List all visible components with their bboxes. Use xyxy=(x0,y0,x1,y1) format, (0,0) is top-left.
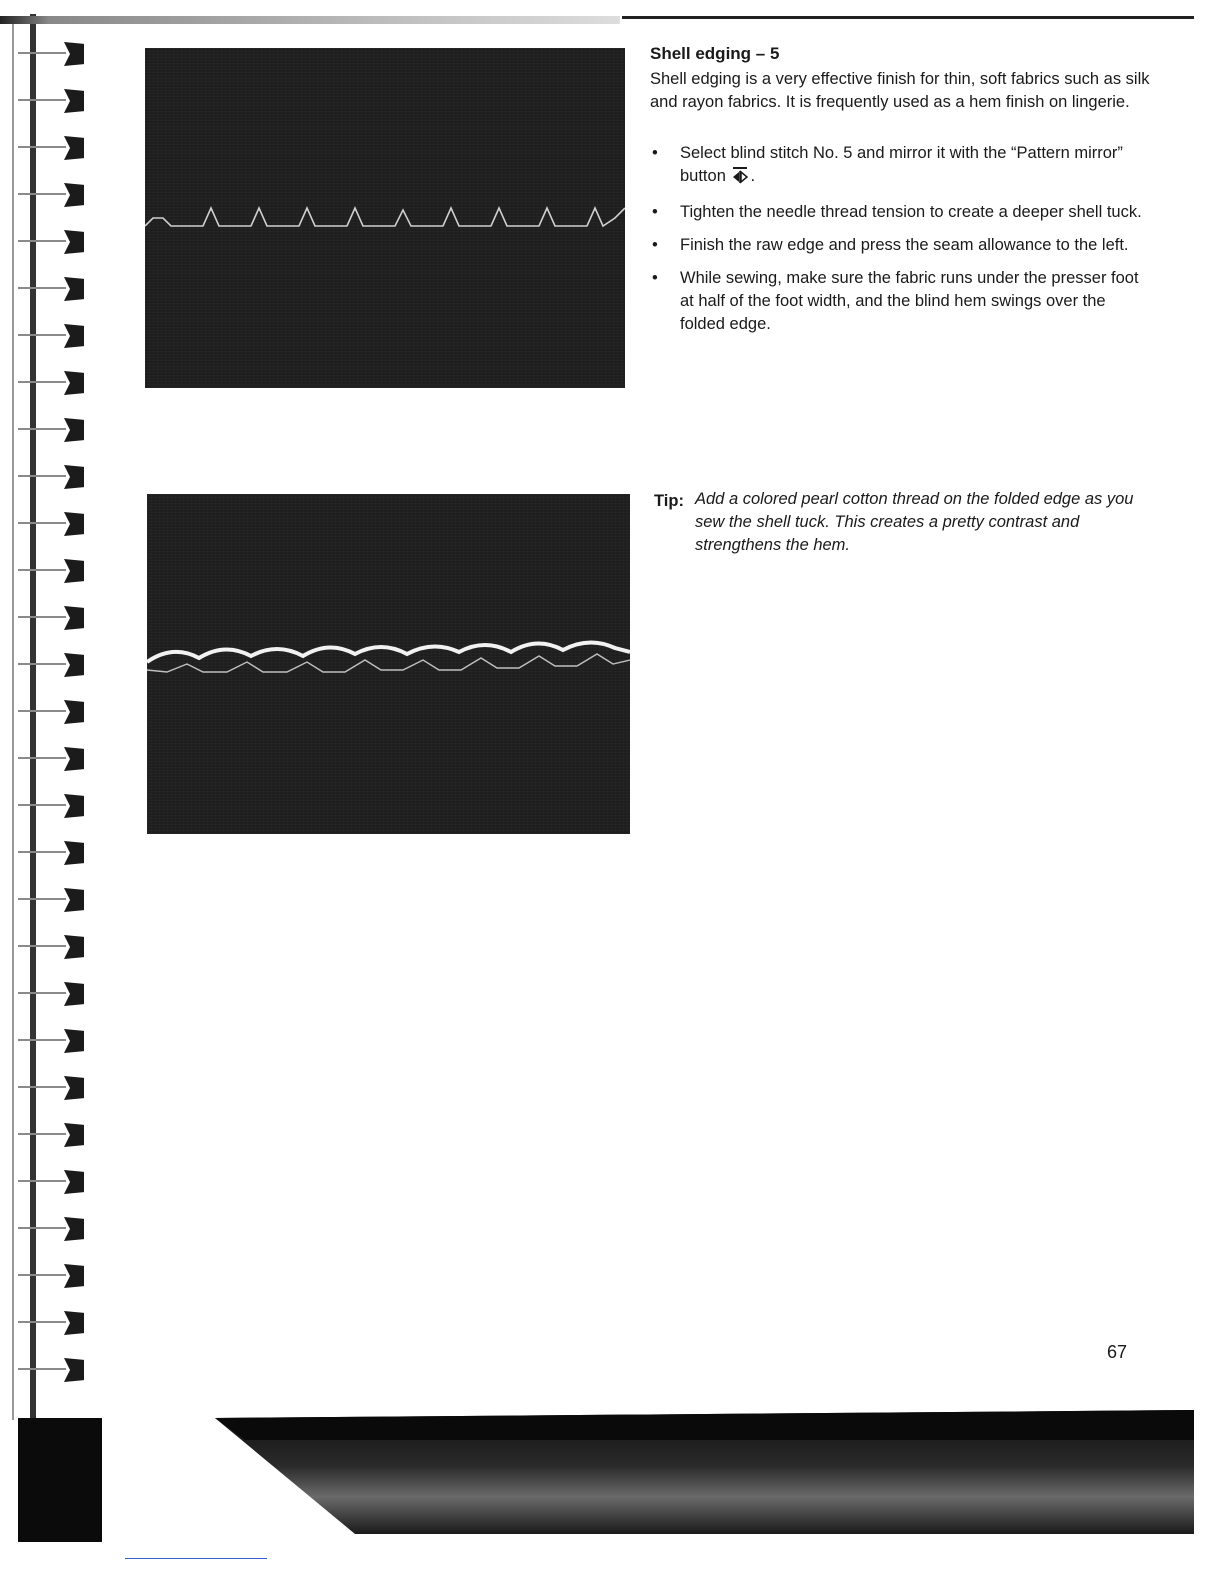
bullet: • xyxy=(652,203,658,221)
binding-coil xyxy=(18,369,88,397)
binding-coil xyxy=(18,980,88,1008)
bottom-link-line xyxy=(125,1558,267,1559)
binding-coil xyxy=(18,1121,88,1149)
shell-edge-line xyxy=(147,494,630,834)
binding-coil xyxy=(18,275,88,303)
binding-coil xyxy=(18,1262,88,1290)
binding-coil xyxy=(18,87,88,115)
bottom-corner-block xyxy=(18,1418,102,1542)
instruction-text: While sewing, make sure the fabric runs under the presser foot at half of the foot width, and the blind hem swings over the folded edge. xyxy=(680,269,1139,333)
tip-label: Tip: xyxy=(654,492,684,510)
bullet: • xyxy=(652,144,658,162)
bottom-bar xyxy=(215,1410,1194,1542)
top-rule-left xyxy=(0,16,620,24)
instruction-text: Finish the raw edge and press the seam allowance to the left. xyxy=(680,236,1129,254)
list-item xyxy=(650,142,1150,191)
binding-coil xyxy=(18,510,88,538)
binding-coil xyxy=(18,181,88,209)
blind-stitch-photo xyxy=(145,48,625,388)
binding-coil xyxy=(18,651,88,679)
binding-coil xyxy=(18,1215,88,1243)
binding-coil xyxy=(18,1309,88,1337)
pattern-mirror-icon xyxy=(730,166,750,191)
binding-coil xyxy=(18,228,88,256)
binding-coil xyxy=(18,1168,88,1196)
binding-coil xyxy=(18,745,88,773)
spiral-binding xyxy=(0,14,100,1424)
bullet: • xyxy=(652,236,658,254)
binding-coil xyxy=(18,134,88,162)
tip-block xyxy=(654,488,1154,557)
binding-coil xyxy=(18,933,88,961)
list-item xyxy=(650,201,1150,224)
binding-coil xyxy=(18,1074,88,1102)
binding-coil xyxy=(18,322,88,350)
binding-coil xyxy=(18,839,88,867)
binding-coil xyxy=(18,698,88,726)
binding-coil xyxy=(18,416,88,444)
instruction-list xyxy=(650,142,1150,346)
binding-coil xyxy=(18,1356,88,1384)
binding-coil xyxy=(18,463,88,491)
instruction-text: Tighten the needle thread tension to create a deeper shell tuck. xyxy=(680,203,1142,221)
top-rule-right xyxy=(622,16,1194,19)
binding-coil xyxy=(18,1027,88,1055)
blind-stitch-line xyxy=(145,48,625,388)
instruction-text-end: . xyxy=(750,167,756,185)
list-item xyxy=(650,234,1150,257)
section-heading: Shell edging – 5 xyxy=(650,44,780,63)
shell-edging-photo xyxy=(147,494,630,834)
binding-coil xyxy=(18,40,88,68)
intro-paragraph: Shell edging is a very effective finish for thin, soft fabrics such as silk and rayon fabrics. It is frequently used as a hem finish on lingerie. xyxy=(650,70,1150,111)
instruction-text: Select blind stitch No. 5 and mirror it with the “Pattern mirror” button xyxy=(680,144,1123,185)
binding-coil xyxy=(18,604,88,632)
list-item xyxy=(650,267,1150,336)
binding-coil xyxy=(18,886,88,914)
binding-coil xyxy=(18,792,88,820)
page-number: 67 xyxy=(1107,1342,1128,1362)
bullet: • xyxy=(652,269,658,287)
tip-text: Add a colored pearl cotton thread on the folded edge as you sew the shell tuck. This creates a pretty contrast and strengthens the hem. xyxy=(695,490,1134,554)
binding-coil xyxy=(18,557,88,585)
